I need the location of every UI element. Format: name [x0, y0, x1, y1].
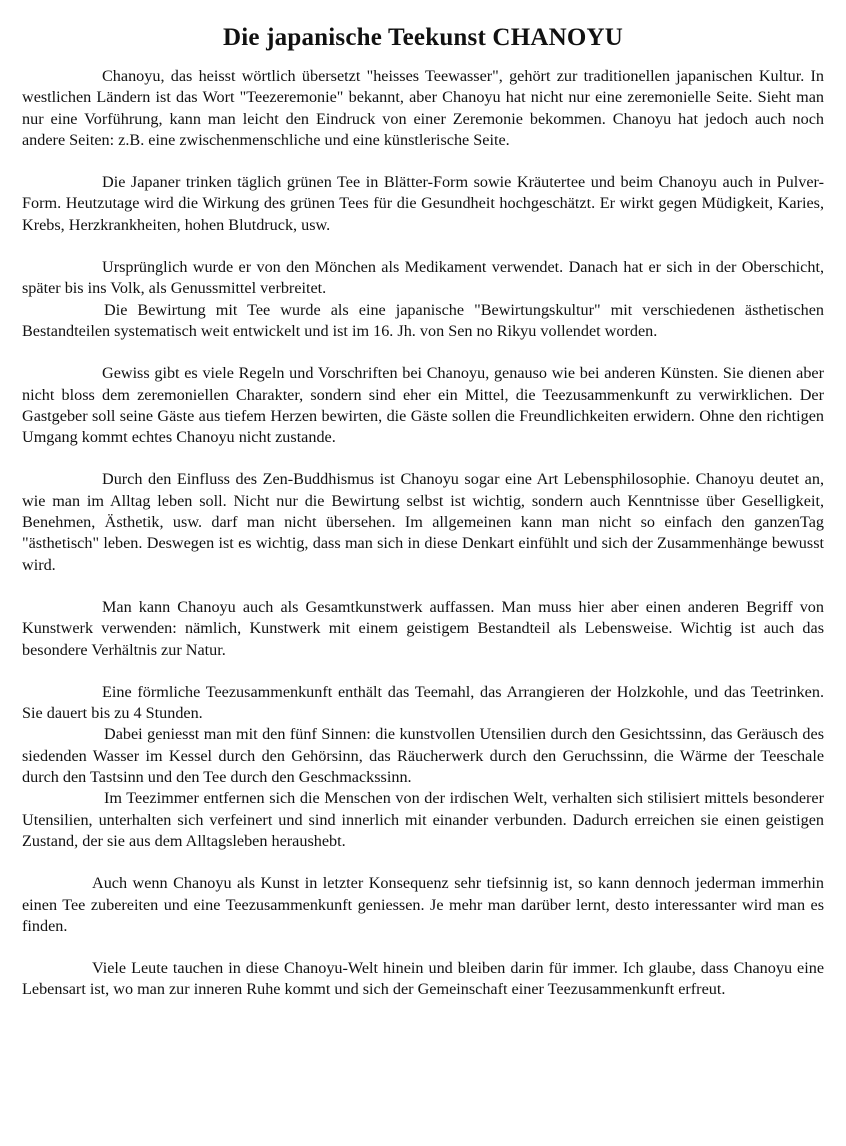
paragraph-8: Eine förmliche Teezusammenkunft enthält das Teemahl, das Arrangieren der Holzkohle, und das Teetrinken. Sie dauert bis zu 4 Stunden.: [22, 682, 824, 723]
paragraph-10: Im Teezimmer entfernen sich die Menschen von der irdischen Welt, verhalten sich stilisiert mittels besonderer Utensilien, unterhalten sich verfeinert und sind innerlich mit einander verbunden. Dadurch erreichen sie einen geistigen Zustand, der sie aus dem Alltagsleben heraushebt.: [22, 789, 824, 850]
document-title: Die japanische Teekunst CHANOYU: [223, 24, 623, 51]
paragraph-11: Auch wenn Chanoyu als Kunst in letzter Konsequenz sehr tiefsinnig ist, so kann dennoch jederman immerhin einen Tee zubereiten und eine Teezusammenkunft geniessen. Je mehr man darüber lernt, desto interessanter wird man es finden.: [22, 874, 824, 935]
paragraph-3: Ursprünglich wurde er von den Mönchen als Medikament verwendet. Danach hat er sich in der Oberschicht, später bis ins Volk, als Genussmittel verbreitet.: [22, 258, 824, 298]
paragraph-9: Dabei geniesst man mit den fünf Sinnen: die kunstvollen Utensilien durch den Gesichtssinn, das Geräusch des siedenden Wasser im Kessel durch den Gehörsinn, das Räucherwerk durch den Geruchssinn, die Wärme der Teeschale durch den Tastsinn und den Tee durch den Geschmackssinn.: [22, 725, 824, 787]
paragraph-gap: [22, 151, 824, 172]
paragraph-2: Die Japaner trinken täglich grünen Tee in Blätter-Form sowie Kräutertee und beim Chanoyu auch in Pulver-Form. Heutzutage wird die Wirkung des grünen Tees für die Gesundheit hochgeschätzt. Er wirkt gegen Müdigkeit, Karies, Krebs, Herzkrankheiten, hohen Blutdruck, usw.: [22, 173, 824, 234]
paragraph-gap: [22, 236, 824, 257]
paragraph-12: Viele Leute tauchen in diese Chanoyu-Welt hinein und bleiben darin für immer. Ich glaube, dass Chanoyu eine Lebensart ist, wo man zur inneren Ruhe kommt und sich der Gemeinschaft einer Teezusammenkunft erfreut.: [22, 959, 824, 999]
paragraph-gap: [22, 448, 824, 469]
paragraph-gap: [22, 661, 824, 682]
paragraph-1: Chanoyu, das heisst wörtlich übersetzt "heisses Teewasser", gehört zur traditionellen japanischen Kultur. In westlichen Ländern ist das Wort "Teezeremonie" bekannt, aber Chanoyu hat nicht nur eine zeremonielle Seite. Sieht man nur eine Vorführung, kann man leicht den Eindruck von einer Zeremonie bekommen. Chanoyu hat jedoch auch noch andere Seiten: z.B. eine zwischenmenschliche und eine künstlerische Seite.: [22, 67, 824, 149]
paragraph-gap: [22, 576, 824, 597]
paragraph-5: Gewiss gibt es viele Regeln und Vorschriften bei Chanoyu, genauso wie bei anderen Künsten. Sie dienen aber nicht bloss dem zeremoniellen Charakter, sondern sind eher ein Mittel, die Teezusammenkunft zu verwirklichen. Der Gastgeber soll seine Gäste aus tiefem Herzen bewirten, die Gäste sollen die Freundlichkeiten erwidern. Ohne den richtigen Umgang kommt echtes Chanoyu nicht zustande.: [22, 364, 824, 447]
paragraph-gap: [22, 937, 824, 958]
paragraph-4: Die Bewirtung mit Tee wurde als eine japanische "Bewirtungskultur" mit verschiedenen ästhetischen Bestandteilen systematisch weit entwickelt und ist im 16. Jh. von Sen no Rikyu vollendet worden.: [22, 300, 824, 340]
paragraph-6: Durch den Einfluss des Zen-Buddhismus ist Chanoyu sogar eine Art Lebensphilosophie. Chanoyu deutet an, wie man im Alltag leben soll. Nicht nur die Bewirtung selbst ist wichtig, sondern auch Kenntnisse über Geselligkeit, Benehmen, Ästhetik, usw. darf man nicht übersehen. Im allgemeinen kann man nicht so einfach den ganzenTag "ästhetisch" leben. Deswegen ist es wichtig, dass man sich in diese Denkart einfühlt und sich der Zusammenhänge bewusst wird.: [22, 470, 824, 574]
paragraph-gap: [22, 342, 824, 363]
paragraph-gap: [22, 852, 824, 873]
paragraph-7: Man kann Chanoyu auch als Gesamtkunstwerk auffassen. Man muss hier aber einen anderen Begriff von Kunstwerk verwenden: nämlich, Kunstwerk mit einem geistigem Bestandteil als Lebensweise. Wichtig ist auch das besondere Verhältnis zur Natur.: [22, 597, 824, 659]
